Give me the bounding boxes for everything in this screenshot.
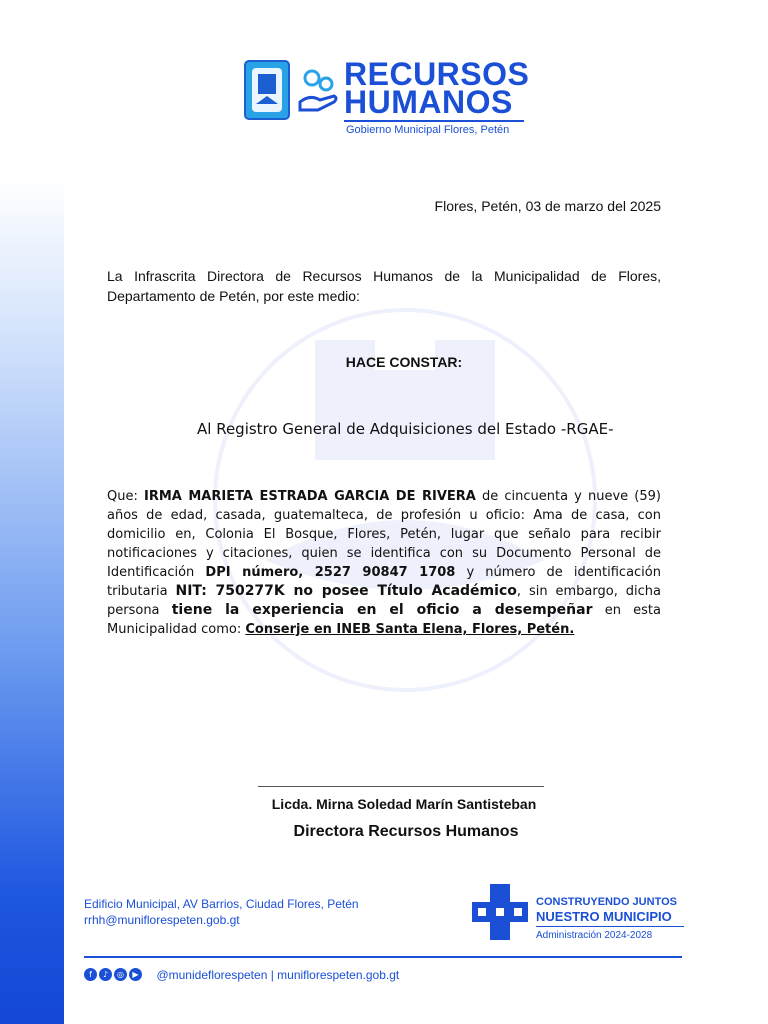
- footer-address: Edificio Municipal, AV Barrios, Ciudad Flores, Petén: [84, 897, 359, 911]
- signature-line: [258, 786, 544, 787]
- administration-period: Administración 2024-2028: [536, 930, 653, 941]
- experience-statement: tiene la experiencia en el oficio a desempeñar: [171, 602, 593, 618]
- slogan-line-1: CONSTRUYENDO JUNTOS: [536, 896, 677, 908]
- position-title: Conserje en INEB Santa Elena, Flores, Petén.: [245, 622, 575, 637]
- dpi-number: DPI número, 2527 90847 1708: [205, 565, 456, 580]
- body-text-3: y número de identificación tributaria: [107, 565, 661, 599]
- logo-title-humanos: HUMANOS: [344, 84, 513, 120]
- side-gradient-bar: [0, 180, 64, 1024]
- instagram-icon[interactable]: ◎: [114, 968, 127, 981]
- body-text-5: en esta Municipalidad como:: [107, 603, 661, 637]
- body-text-2: de cincuenta y nueve (59) años de edad, casada, guatemalteca, de profesión u oficio: Ama de casa, con domicilio en, Colonia El Bosque, Flores, Petén, lugar que señalo para recibir notificaciones y citaciones, quien se identifica con su Documento Personal de Identificación: [107, 489, 661, 580]
- youtube-icon[interactable]: ▶: [129, 968, 142, 981]
- facebook-icon[interactable]: f: [84, 968, 97, 981]
- letter-body: [107, 487, 661, 639]
- slogan-divider: [536, 926, 684, 927]
- gear-hands-icon: [296, 64, 340, 116]
- tiktok-icon[interactable]: ♪: [99, 968, 112, 981]
- logo-divider: [344, 120, 524, 122]
- logo-title-recursos: RECURSOS: [344, 56, 530, 92]
- slogan-line-2: NUESTRO MUNICIPIO: [536, 909, 672, 924]
- social-handle[interactable]: @munideflorespeten | muniflorespeten.gob.gt: [156, 967, 400, 982]
- footer-contact: [84, 896, 359, 928]
- footer-email[interactable]: rrhh@muniflorespeten.gob.gt: [84, 913, 240, 927]
- signatory-title: Directora Recursos Humanos: [293, 823, 519, 840]
- administration-logo: [470, 882, 690, 948]
- municipal-cross-icon: [470, 882, 530, 942]
- letter-recipient: Al Registro General de Adquisiciones del Estado -RGAE-: [197, 420, 614, 438]
- logo-subtitle: Gobierno Municipal Flores, Petén: [346, 124, 510, 136]
- footer-divider: [84, 956, 682, 958]
- letter-heading: HACE CONSTAR:: [345, 354, 463, 370]
- municipal-shield-icon: [244, 60, 290, 120]
- signatory-name: Licda. Mirna Soledad Marín Santisteban: [271, 796, 537, 812]
- letter-date: Flores, Petén, 03 de marzo del 2025: [434, 198, 661, 214]
- letter-intro: La Infrascrita Directora de Recursos Humanos de la Municipalidad de Flores, Departamento de Petén, por este medio:: [107, 268, 661, 304]
- body-text-1: Que:: [107, 489, 144, 504]
- social-links: [84, 966, 399, 982]
- nit-number: NIT: 750277K no posee Título Académico: [175, 583, 517, 599]
- body-text-4: , sin embargo, dicha persona: [107, 584, 661, 618]
- person-name: IRMA MARIETA ESTRADA GARCIA DE RIVERA: [143, 489, 476, 504]
